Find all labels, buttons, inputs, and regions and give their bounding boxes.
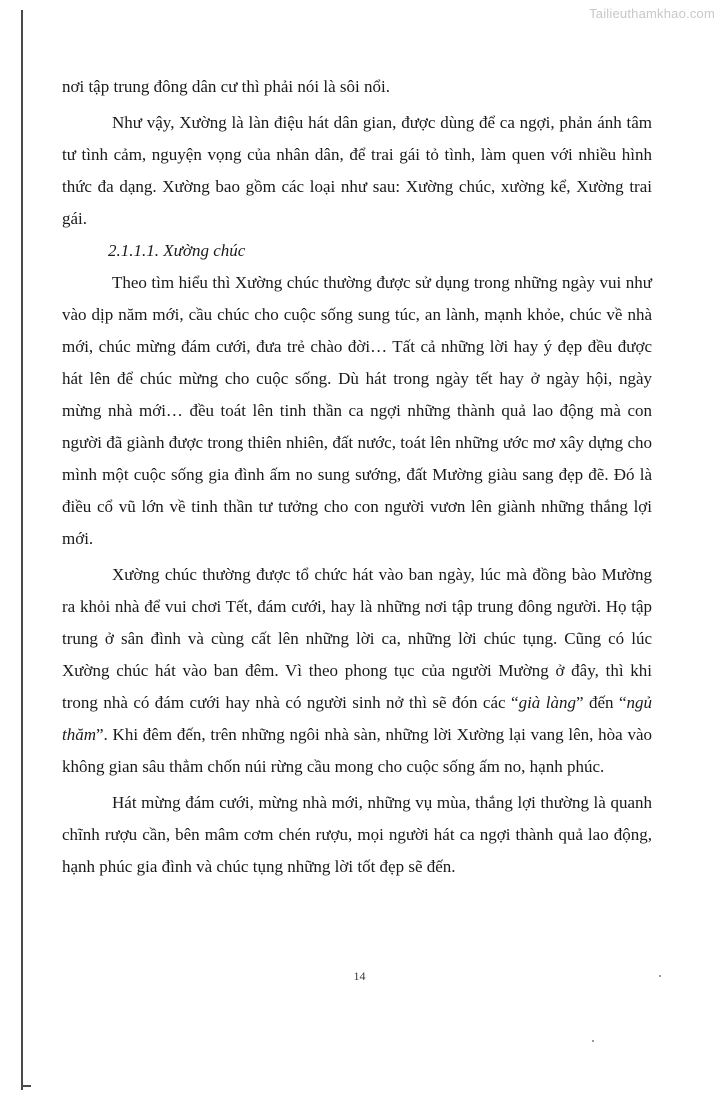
document-body xyxy=(62,71,652,883)
text-run: ”. Khi đêm đến, trên những ngôi nhà sàn, những lời Xường lại vang lên, hòa vào không gian sâu thẳm chốn núi rừng cầu mong cho cuộc sống ấm no, hạnh phúc. xyxy=(62,725,652,776)
emphasis-ngu-tham: ngủ thăm xyxy=(62,693,653,744)
watermark: Tailieuthamkhao.com xyxy=(589,6,715,21)
page-number: 14 xyxy=(353,969,366,983)
paragraph-intro: Như vậy, Xường là làn điệu hát dân gian, được dùng để ca ngợi, phản ánh tâm tư tình cảm, nguyện vọng của nhân dân, để trai gái tỏ tình, làm quen với nhiều hình thức đa dạng. Xường bao gồm các loại như sau: Xường chúc, xường kể, Xường trai gái. xyxy=(62,113,652,228)
emphasis-gia-lang: già làng xyxy=(518,693,576,712)
paragraph-xuong-chuc-description: Theo tìm hiểu thì Xường chúc thường được sử dụng trong những ngày vui như vào dịp năm mới, cầu chúc cho cuộc sống sung túc, an lành, mạnh khỏe, chúc về nhà mới, chúc mừng đám cưới, đưa trẻ chào đời… Tất cả những lời hay ý đẹp đều được hát lên để chúc mừng cho cuộc sống. Dù hát trong ngày tết hay ở ngày hội, ngày mừng nhà mới… đều toát lên tinh thần ca ngợi những thành quả lao động mà con người đã giành được trong thiên nhiên, đất nước, toát lên những ước mơ xây dựng cho mình một cuộc sống gia đình ấm no sung sướng, đất Mường giàu sang đẹp đẽ. Đó là điều cổ vũ lớn về tinh thần tư tưởng cho con người vươn lên giành những thắng lợi mới. xyxy=(62,273,652,548)
paragraph-continuation: nơi tập trung đông dân cư thì phải nói là sôi nổi. xyxy=(62,77,390,96)
left-margin-rule xyxy=(21,10,23,1090)
left-margin-rule-foot xyxy=(21,1085,31,1087)
paragraph-xuong-chuc-timing xyxy=(62,559,652,783)
section-heading: 2.1.1.1. Xường chúc xyxy=(108,241,246,260)
scan-speck xyxy=(592,1040,594,1042)
text-run: ” đến “ xyxy=(575,693,627,712)
text-run: Xường chúc thường được tổ chức hát vào ban ngày, lúc mà đồng bào Mường ra khỏi nhà để vui chơi Tết, đám cưới, hay là những nơi tập trung đông người. Họ tập trung ở sân đình và cùng cất lên những lời ca, những lời chúc tụng. Cũng có lúc Xường chúc hát vào ban đêm. Vì theo phong tục của người Mường ở đây, thì khi trong nhà có đám cưới hay nhà có người sinh nở thì sẽ đón các “ xyxy=(62,565,652,712)
paragraph-wedding-songs: Hát mừng đám cưới, mừng nhà mới, những vụ mùa, thắng lợi thường là quanh chĩnh rượu cần, bên mâm cơm chén rượu, mọi người hát ca ngợi thành quả lao động, hạnh phúc gia đình và chúc tụng những lời tốt đẹp sẽ đến. xyxy=(62,793,652,876)
